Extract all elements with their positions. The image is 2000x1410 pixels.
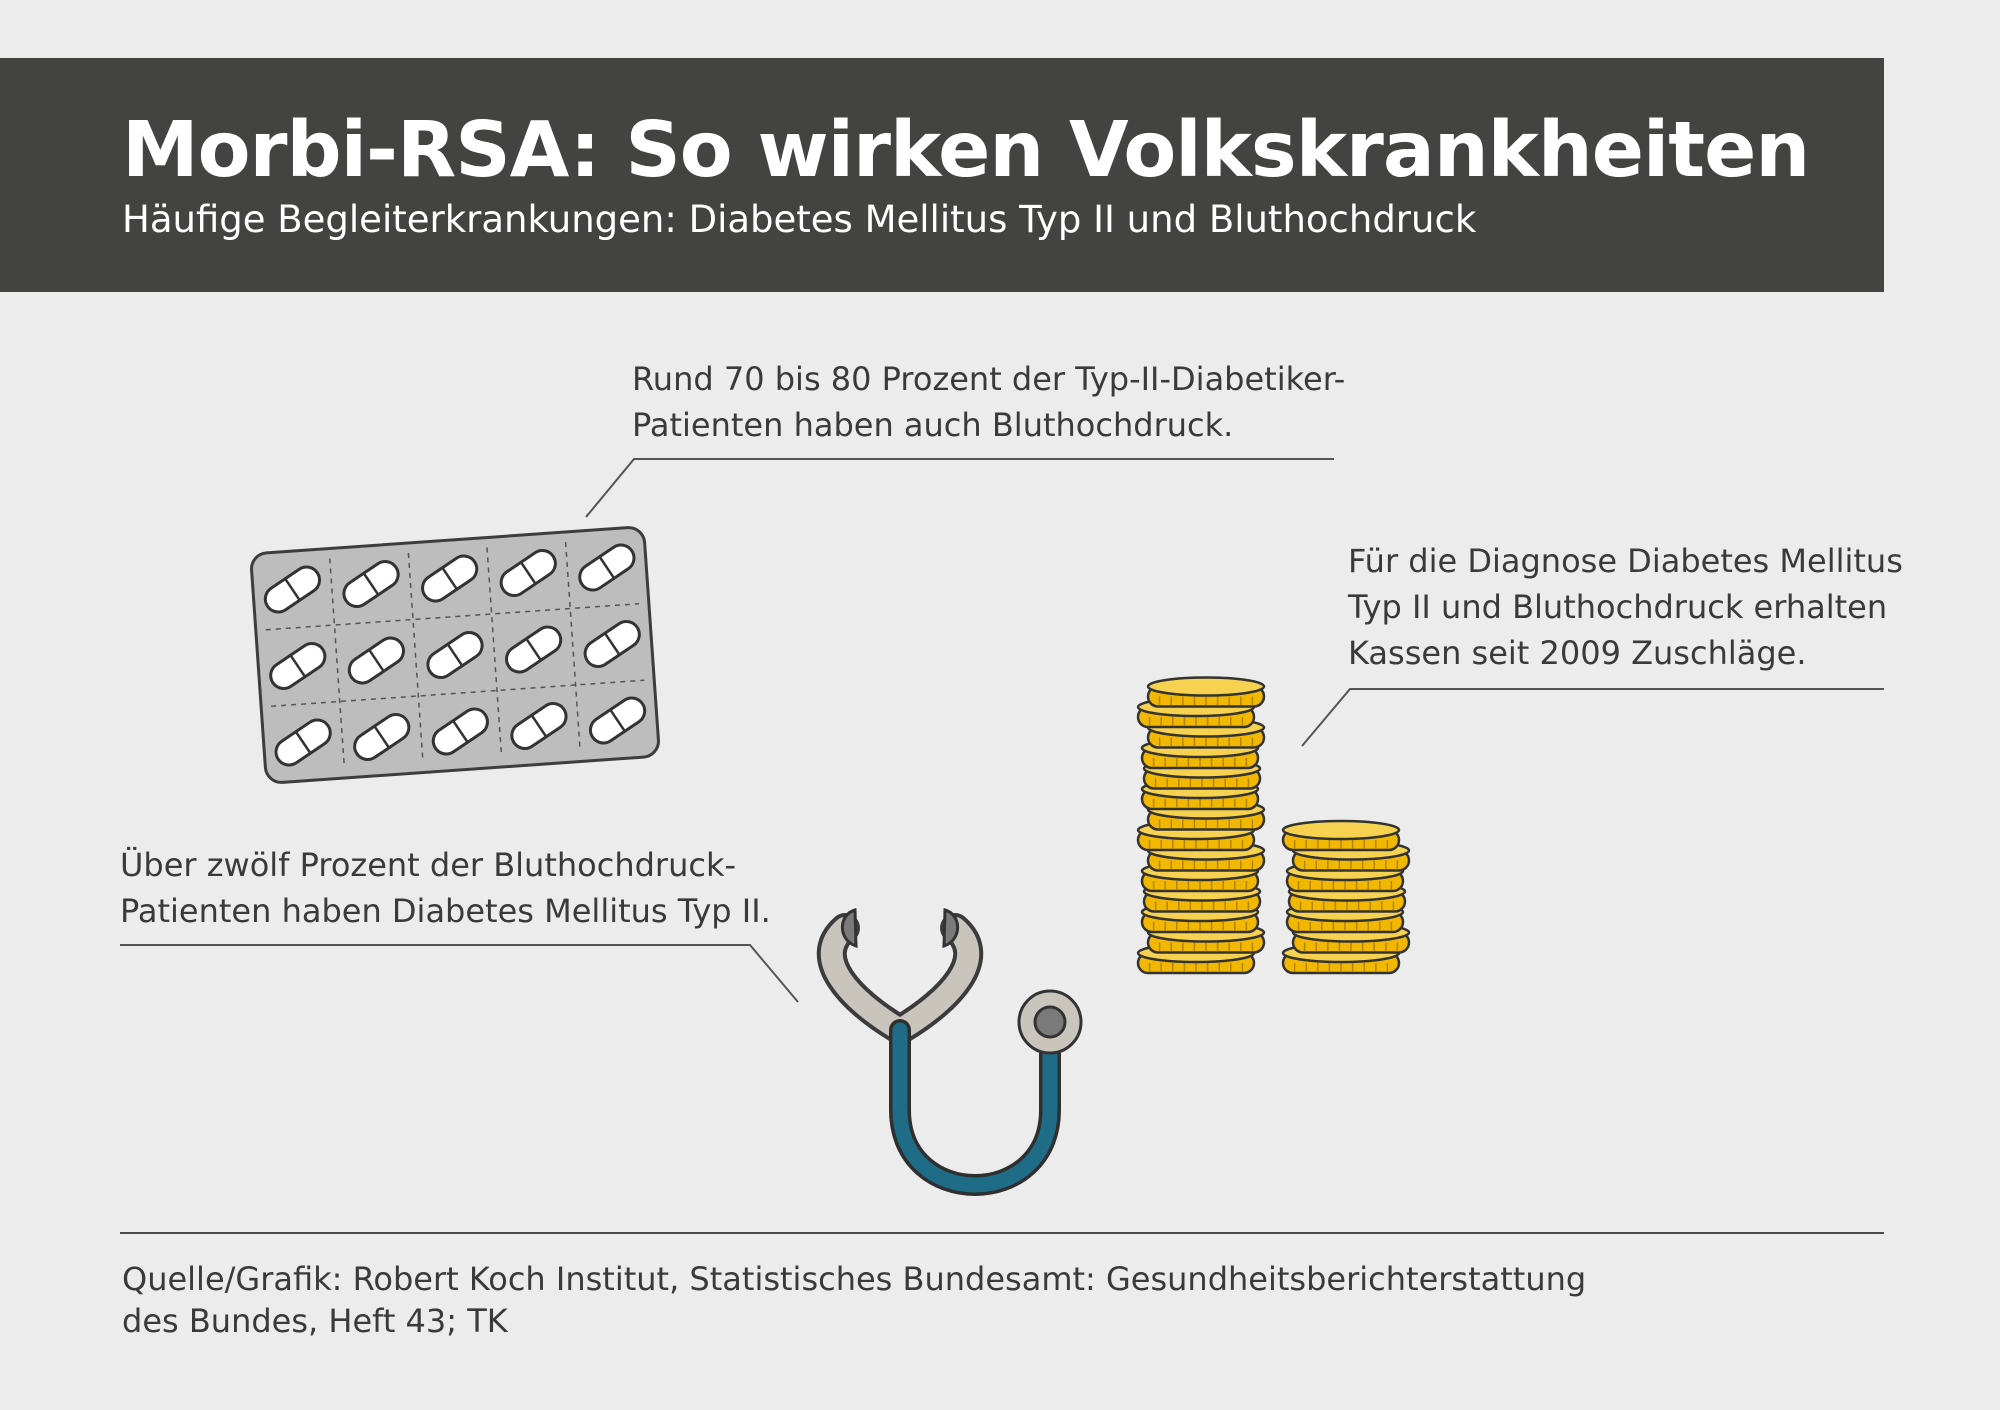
leader-line-coins bbox=[1302, 689, 1884, 746]
leader-line-pills bbox=[586, 459, 1334, 517]
page-subtitle: Häufige Begleiterkrankungen: Diabetes Mellitus Typ II und Bluthochdruck bbox=[122, 198, 1477, 241]
note-line: Rund 70 bis 80 Prozent der Typ-II-Diabetiker- bbox=[632, 360, 1346, 398]
pill-blister-icon bbox=[250, 527, 659, 784]
note-line: Patienten haben Diabetes Mellitus Typ II. bbox=[120, 892, 771, 930]
note-line: Patienten haben auch Bluthochdruck. bbox=[632, 406, 1234, 444]
note-line: Kassen seit 2009 Zuschläge. bbox=[1348, 634, 1807, 672]
source-credit bbox=[122, 1258, 1586, 1342]
note-line: Für die Diagnose Diabetes Mellitus bbox=[1348, 542, 1903, 580]
footer-divider bbox=[120, 1232, 1884, 1234]
leader-line-stethoscope bbox=[120, 945, 798, 1002]
coin-stack-icon bbox=[1138, 678, 1409, 974]
source-line: Quelle/Grafik: Robert Koch Institut, Statistisches Bundesamt: Gesundheitsberichterstattung bbox=[122, 1260, 1587, 1298]
source-line: des Bundes, Heft 43; TK bbox=[122, 1302, 508, 1340]
page-title: Morbi-RSA: So wirken Volkskrankheiten bbox=[122, 106, 1810, 195]
stethoscope-icon bbox=[832, 910, 1081, 1185]
note-line: Über zwölf Prozent der Bluthochdruck- bbox=[120, 846, 737, 884]
note-line: Typ II und Bluthochdruck erhalten bbox=[1348, 588, 1888, 626]
coin bbox=[1148, 678, 1264, 707]
coin bbox=[1283, 821, 1399, 850]
